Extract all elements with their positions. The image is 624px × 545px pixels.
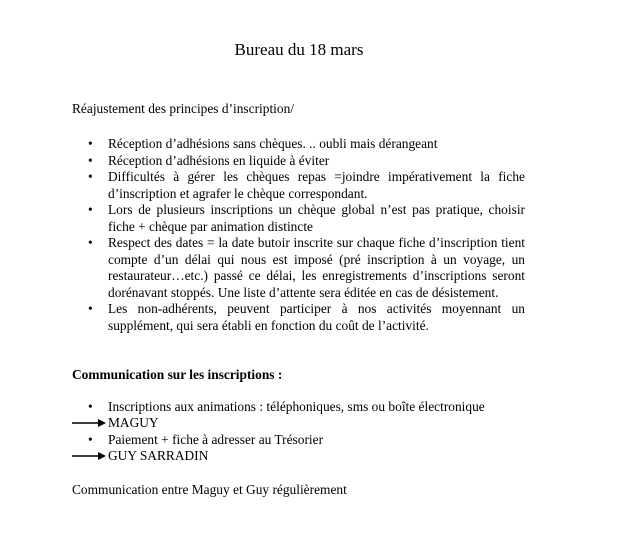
right-arrow-icon [72, 451, 106, 461]
list-item-text: Difficultés à gérer les chèques repas =joindre impérativement la fiche d’inscription et agrafer le chèque correspondant. [108, 169, 525, 201]
bullet-icon: • [88, 136, 93, 151]
communication-list-2 [72, 432, 525, 449]
list-item-text: Respect des dates = la date butoir inscrite sur chaque fiche d’inscription tient compte d’un délai qui nous est imposé (pré inscription à un voyage, un restaurateur…etc.) passé ce délai, les enregistrements d’inscriptions seront dorénavant stoppés. Une liste d’attente sera éditée en cas de désistement. [108, 235, 525, 300]
section-heading-communication: Communication sur les inscriptions : [72, 367, 283, 382]
list-item-text: Réception d’adhésions en liquide à éviter [108, 152, 330, 168]
list-item [72, 432, 525, 449]
list-item-text: Les non-adhérents, peuvent participer à nos activités moyennant un supplément, qui sera établi en fonction du coût de l’activité. [108, 301, 525, 333]
page-title: Bureau du 18 mars [234, 40, 364, 59]
bullet-icon: • [88, 235, 93, 250]
bullet-icon: • [88, 169, 93, 184]
list-item [72, 169, 525, 202]
bullet-icon: • [88, 202, 93, 217]
arrow-target-text: GUY SARRADIN [108, 448, 209, 463]
list-item [72, 301, 525, 334]
list-item-text: Réception d’adhésions sans chèques. .. oubli mais dérangeant [108, 136, 438, 151]
list-item-text: Inscriptions aux animations : téléphoniques, sms ou boîte électronique [108, 399, 485, 414]
list-item-text: Lors de plusieurs inscriptions un chèque global n’est pas pratique, choisir fiche + chèque par animation distincte [108, 202, 525, 234]
bullet-icon: • [88, 399, 93, 414]
right-arrow-icon [72, 418, 106, 428]
bullet-icon: • [88, 432, 93, 447]
arrow-line-maguy [72, 415, 525, 432]
list-item [72, 202, 525, 235]
list-item [72, 399, 525, 416]
closing-note: Communication entre Maguy et Guy régulièrement [72, 482, 347, 497]
list-item [72, 153, 525, 170]
section-heading-readjustment: Réajustement des principes d’inscription/ [72, 101, 295, 116]
arrow-line-guy [72, 448, 525, 465]
list-item-text: Paiement + fiche à adresser au Trésorier [108, 432, 324, 447]
communication-list-1 [72, 399, 525, 416]
bullet-icon: • [88, 301, 93, 316]
list-item [72, 136, 525, 153]
bullet-icon: • [88, 152, 93, 168]
arrow-target-text: MAGUY [108, 415, 159, 430]
list-item [72, 235, 525, 301]
readjustment-list [72, 136, 525, 334]
